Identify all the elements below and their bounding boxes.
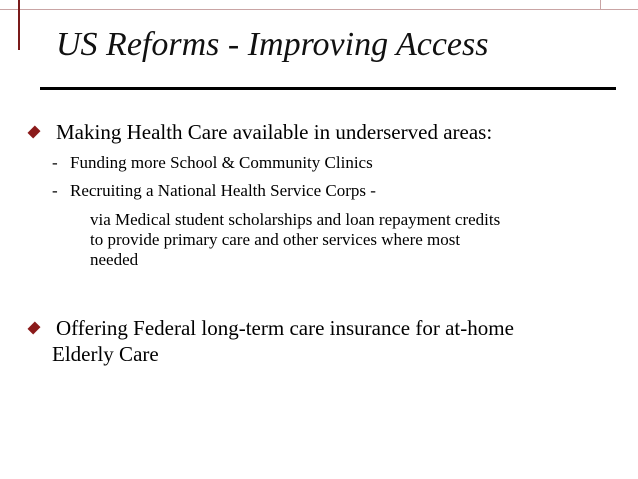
bullet-item-2 xyxy=(30,316,514,341)
left-accent-bar xyxy=(18,0,20,50)
sub-item-detail xyxy=(90,210,610,270)
detail-line: needed xyxy=(90,250,139,269)
right-tick-mark xyxy=(600,0,601,10)
diamond-bullet-icon xyxy=(27,321,40,334)
diamond-bullet-icon xyxy=(27,125,40,138)
bullet-item-1-text: Making Health Care available in underserved areas: xyxy=(56,120,493,144)
title-underline xyxy=(40,87,616,90)
bullet-item-2-text: Offering Federal long-term care insurance for at-home xyxy=(56,316,514,340)
sub-item-2-text: Recruiting a National Health Service Corps - xyxy=(70,181,376,200)
top-decorative-line xyxy=(0,9,638,10)
sub-item-1 xyxy=(52,153,373,173)
bullet-item-1 xyxy=(30,120,492,145)
sub-item-2 xyxy=(52,181,376,201)
sub-item-dash: - xyxy=(52,153,58,172)
detail-line: via Medical student scholarships and loan repayment credits xyxy=(90,210,501,229)
sub-item-1-text: Funding more School & Community Clinics xyxy=(70,153,373,172)
slide-title: US Reforms - Improving Access xyxy=(56,26,489,63)
detail-line: to provide primary care and other services where most xyxy=(90,230,461,249)
sub-item-dash: - xyxy=(52,181,58,200)
bullet-item-2-continuation: Elderly Care xyxy=(52,342,159,366)
